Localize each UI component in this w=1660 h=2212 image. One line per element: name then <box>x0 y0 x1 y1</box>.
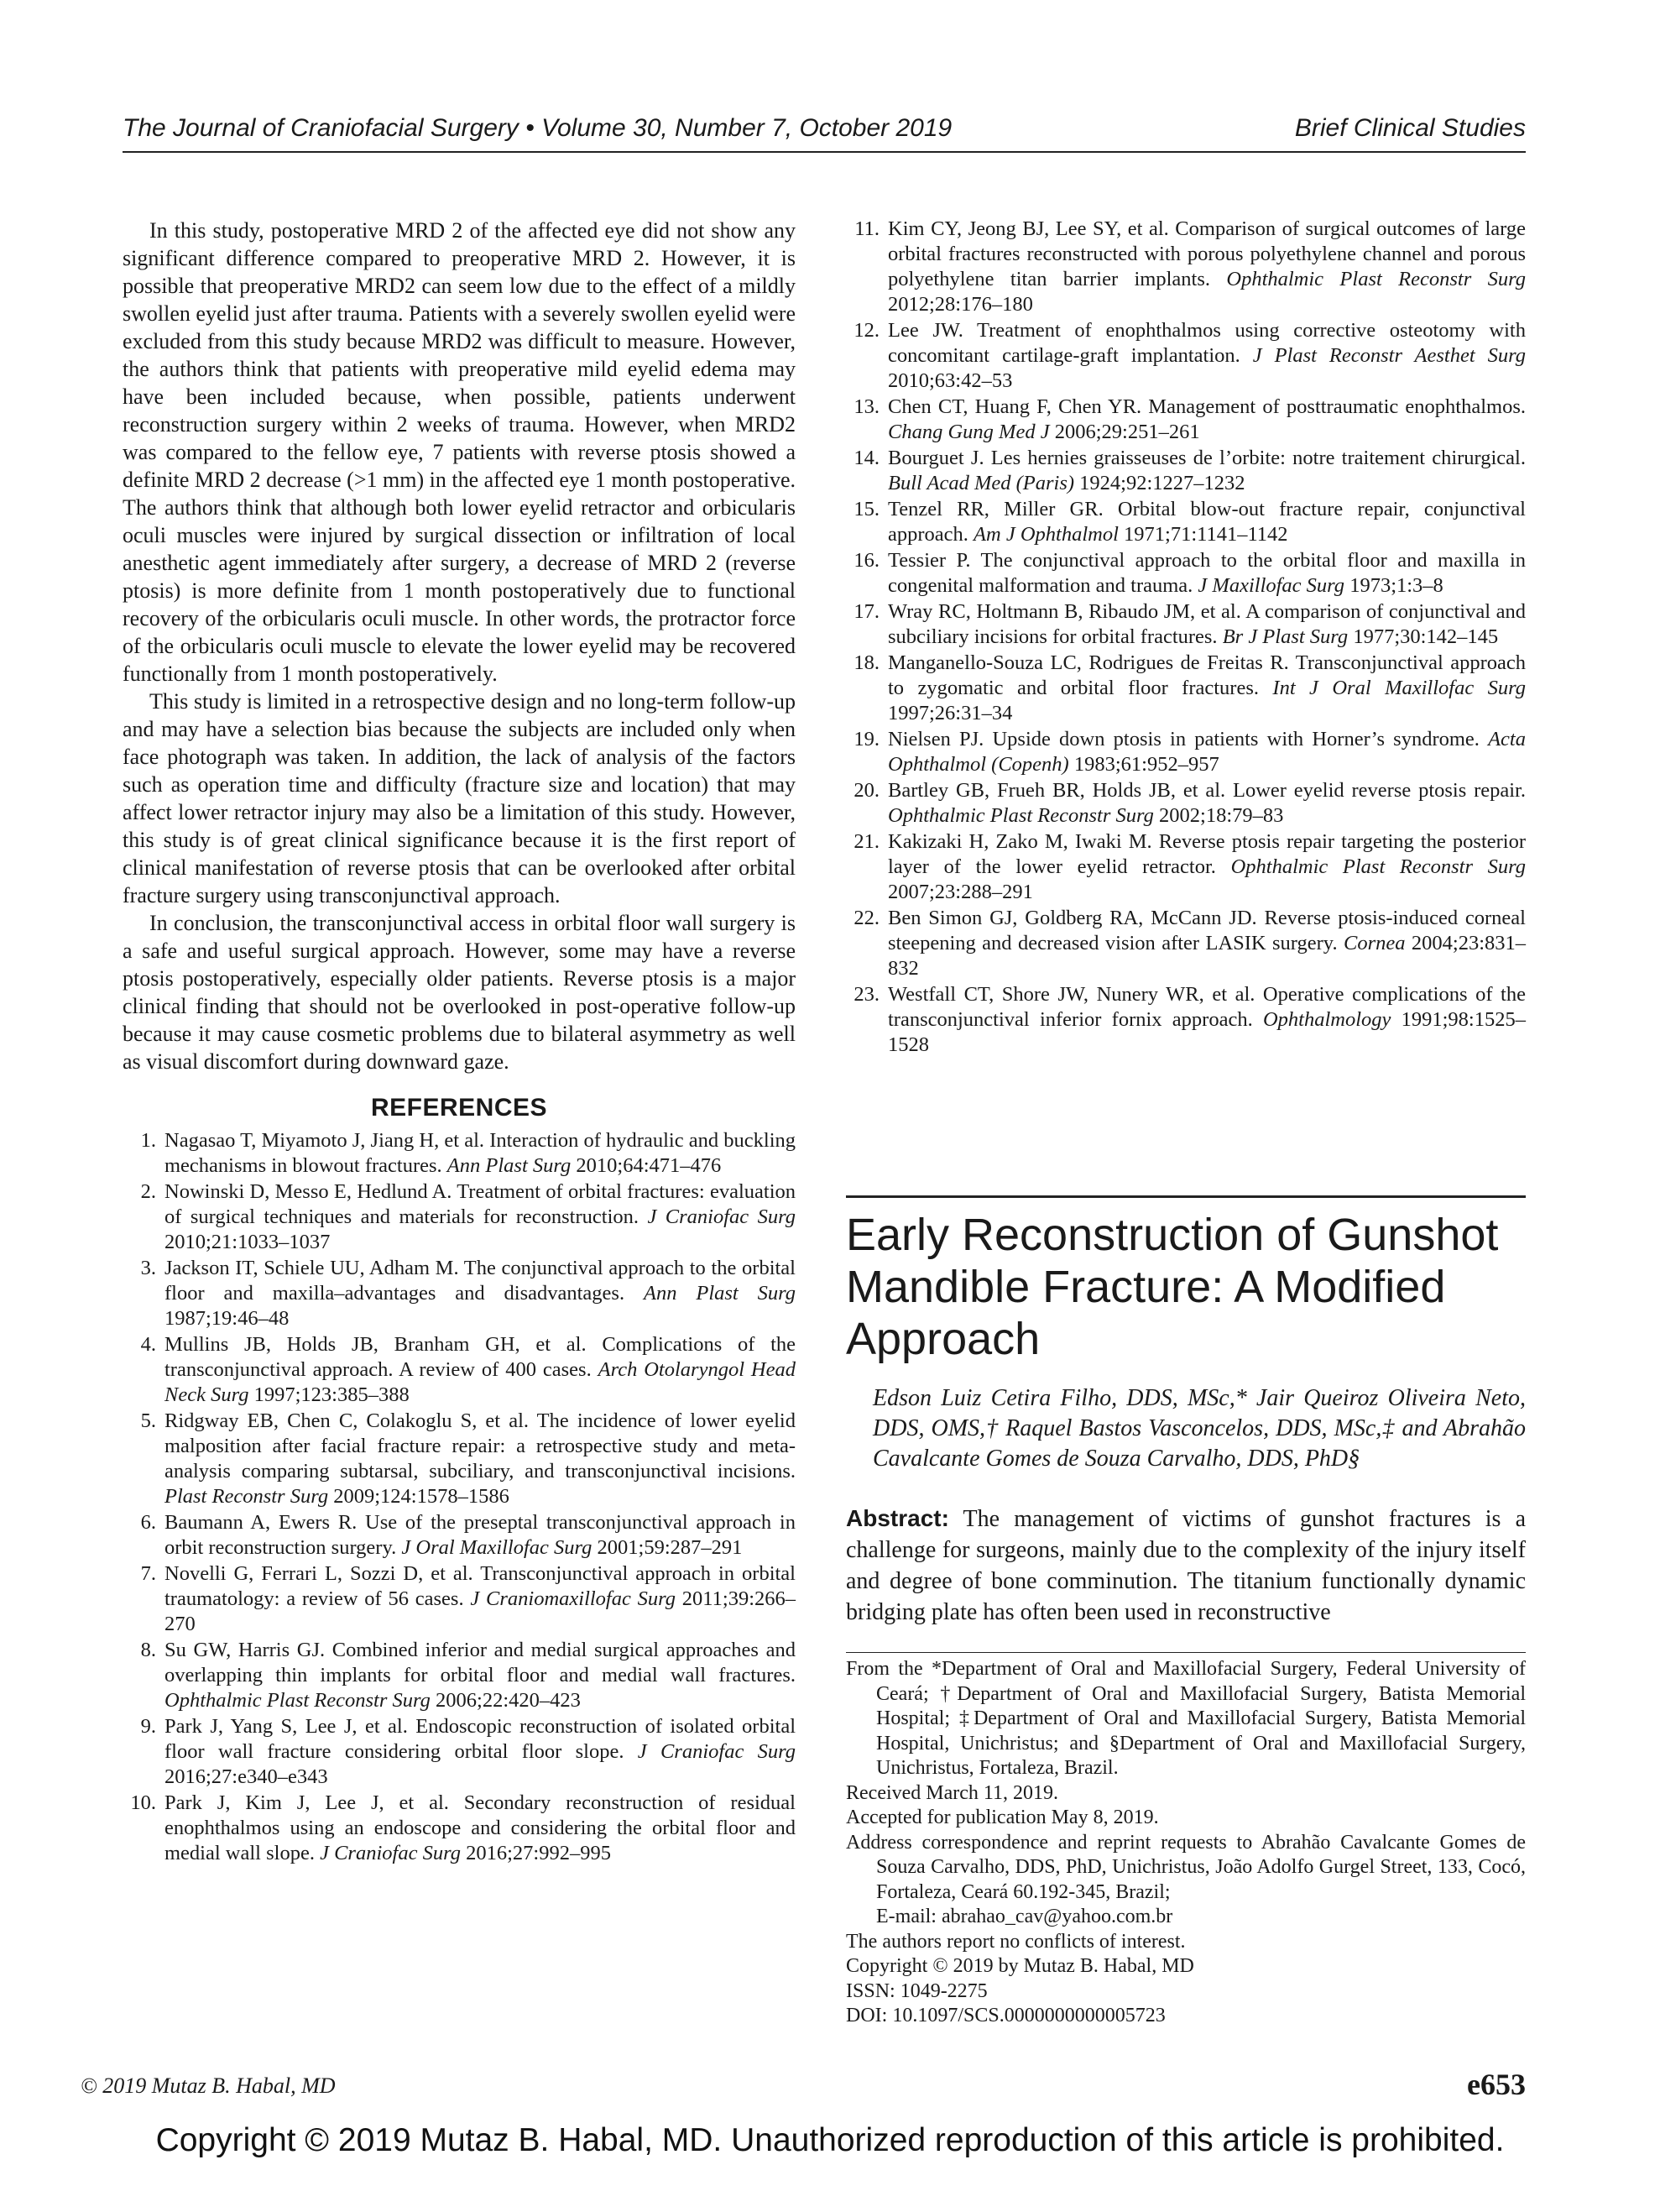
reference-authors-title: Tenzel RR, Miller GR. Orbital blow-out fracture repair, conjunctival approach. <box>888 498 1526 546</box>
accepted-date: Accepted for publication May 8, 2019. <box>846 1807 1159 1828</box>
reference-journal: J Plast Reconstr Aesthet Surg <box>1252 344 1526 367</box>
reference-authors-title: Chen CT, Huang F, Chen YR. Management of posttraumatic enophthalmos. <box>888 395 1526 418</box>
reference-journal: Ophthalmic Plast Reconstr Surg <box>888 804 1154 827</box>
abstract-label: Abstract: <box>846 1505 949 1531</box>
reference-authors-title: Park J, Kim J, Lee J, et al. Secondary reconstruction of residual enophthalmos using an endoscope and considering the orbital floor and medial wall slope. <box>164 1791 796 1864</box>
reference-citation: 2007;23:288–291 <box>888 881 1033 903</box>
reference-authors-title: Bourguet J. Les hernies graisseuses de l’orbite: notre traitement chirurgical. <box>888 447 1526 469</box>
reference-journal: Br J Plast Surg <box>1222 625 1349 648</box>
reference-authors-title: Lee JW. Treatment of enophthalmos using corrective osteotomy with concomitant cartilage-graft implantation. <box>888 319 1526 367</box>
affiliation-divider <box>846 1652 1526 1653</box>
reference-citation: 1991;98:1525–1528 <box>888 1008 1526 1056</box>
reference-journal: Ophthalmic Plast Reconstr Surg <box>1230 855 1527 878</box>
reference-text <box>888 395 1526 445</box>
reference-text <box>164 1409 796 1509</box>
reference-text <box>164 1332 796 1408</box>
reference-citation: 1983;61:952–957 <box>1068 753 1219 776</box>
reference-authors-title: Su GW, Harris GJ. Combined inferior and medial surgical approaches and overlapping thin implants for orbital floor and medial wall fractures. <box>164 1639 796 1686</box>
reference-authors-title: Nowinski D, Messo E, Hedlund A. Treatment of orbital fractures: evaluation of surgical techniques and materials for reconstruction. <box>164 1180 796 1228</box>
reference-citation: 2010;64:471–476 <box>571 1154 722 1177</box>
reference-item <box>123 1714 796 1790</box>
affiliation-from: From the *Department of Oral and Maxillofacial Surgery, Federal University of Ceará; †Department of Oral and Maxillofacial Surgery, Batista Memorial Hospital; ‡Department of Oral and Maxillofacial Surgery, Batista Memorial Hospital, Unichristus; and §Department of Oral and Maxillofacial Surgery, Unichristus, Fortaleza, Brazil. <box>846 1658 1526 1779</box>
reference-item <box>123 1409 796 1509</box>
reference-journal: Ophthalmology <box>1262 1008 1391 1031</box>
reference-item <box>846 217 1526 317</box>
reference-journal: Cornea <box>1343 932 1406 954</box>
reference-text <box>888 318 1526 394</box>
reference-journal: Plast Reconstr Surg <box>164 1485 329 1508</box>
reference-citation: 2006;22:420–423 <box>430 1689 581 1712</box>
reference-journal: Arch Otolaryngol Head Neck Surg <box>164 1358 796 1406</box>
reference-number: 9. <box>140 1715 156 1738</box>
reference-authors-title: Wray RC, Holtmann B, Ribaudo JM, et al. A comparison of conjunctival and subciliary incisions for orbital fractures. <box>888 600 1526 648</box>
reference-journal: J Craniofac Surg <box>320 1842 461 1864</box>
copyright-notice: Copyright © 2019 Mutaz B. Habal, MD. Unauthorized reproduction of this article is prohibited. <box>155 2122 1505 2158</box>
body-paragraph: In conclusion, the transconjunctival access in orbital floor wall surgery is a safe and useful surgical approach. However, some may have a reverse ptosis postoperatively, especially older patients. Reverse ptosis is a major clinical finding that should not be overlooked in post-operative follow-up because it may cause cosmetic problems due to bilateral asymmetry as well as visual discomfort during downward gaze. <box>123 911 796 1074</box>
correspondence-address: Address correspondence and reprint requests to Abrahão Cavalcante Gomes de Souza Carvalho, DDS, PhD, Unichristus, João Adolfo Gurgel Street, 133, Cocó, Fortaleza, Ceará 60.192-345, Brazil; <box>846 1831 1526 1903</box>
reference-authors-title: Manganello-Souza LC, Rodrigues de Freitas R. Transconjunctival approach to zygomatic and orbital floor fractures. <box>888 651 1526 699</box>
reference-journal: J Maxillofac Surg <box>1198 574 1345 597</box>
reference-authors-title: Kim CY, Jeong BJ, Lee SY, et al. Comparison of surgical outcomes of large orbital fractures reconstructed with porous polyethylene channel and porous polyethylene titan barrier implants. <box>888 217 1526 290</box>
reference-authors-title: Bartley GB, Frueh BR, Holds JB, et al. Lower eyelid reverse ptosis repair. <box>888 779 1526 802</box>
reference-authors-title: Ben Simon GJ, Goldberg RA, McCann JD. Reverse ptosis-induced corneal steepening and decreased vision after LASIK surgery. <box>888 907 1526 954</box>
reference-item <box>846 497 1526 547</box>
copyright-line: Copyright © 2019 by Mutaz B. Habal, MD <box>846 1955 1194 1977</box>
reference-number: 7. <box>140 1562 156 1585</box>
reference-authors-title: Jackson IT, Schiele UU, Adham M. The conjunctival approach to the orbital floor and maxilla–advantages and disadvantages. <box>164 1257 796 1305</box>
references-list-right <box>846 217 1526 1058</box>
reference-journal: J Oral Maxillofac Surg <box>401 1536 592 1559</box>
reference-text <box>164 1714 796 1790</box>
reference-item <box>846 778 1526 829</box>
reference-journal: Acta Ophthalmol (Copenh) <box>888 728 1526 776</box>
reference-journal: Ophthalmic Plast Reconstr Surg <box>164 1689 431 1712</box>
reference-text <box>164 1791 796 1866</box>
reference-item <box>846 906 1526 981</box>
article-divider <box>846 1195 1526 1198</box>
reference-item <box>846 548 1526 599</box>
reference-item <box>123 1510 796 1561</box>
reference-citation: 1987;19:46–48 <box>164 1307 290 1330</box>
reference-citation: 2011;39:266–270 <box>164 1587 796 1635</box>
reference-citation: 2010;63:42–53 <box>888 369 1013 392</box>
reference-number: 11. <box>854 217 880 240</box>
reference-number: 19. <box>853 728 880 750</box>
reference-number: 1. <box>140 1129 156 1152</box>
reference-text <box>164 1128 796 1179</box>
reference-item <box>123 1561 796 1637</box>
reference-authors-title: Mullins JB, Holds JB, Branham GH, et al. Complications of the transconjunctival approach. A review of 400 cases. <box>164 1333 796 1381</box>
reference-item <box>846 829 1526 905</box>
reference-item <box>846 318 1526 394</box>
reference-text <box>888 497 1526 547</box>
issn: ISSN: 1049-2275 <box>846 1979 988 2002</box>
reference-item <box>846 395 1526 445</box>
reference-authors-title: Kakizaki H, Zako M, Iwaki M. Reverse ptosis repair targeting the posterior layer of the lower eyelid retractor. <box>888 830 1526 878</box>
reference-journal: J Craniofac Surg <box>637 1740 796 1763</box>
reference-text <box>888 599 1526 650</box>
article-authors: Edson Luiz Cetira Filho, DDS, MSc,* Jair Queiroz Oliveira Neto, DDS, OMS,† Raquel Bastos Vasconcelos, DDS, MSc,‡ and Abrahão Cavalcante Gomes de Souza Carvalho, DDS, PhD§ <box>873 1385 1526 1472</box>
reference-text <box>888 217 1526 317</box>
reference-text <box>164 1256 796 1331</box>
reference-citation: 2016;27:e340–e343 <box>164 1765 328 1788</box>
reference-text <box>164 1510 796 1561</box>
reference-journal: Ophthalmic Plast Reconstr Surg <box>1226 268 1526 290</box>
reference-item <box>846 982 1526 1058</box>
reference-citation: 2016;27:992–995 <box>460 1842 611 1864</box>
reference-item <box>123 1256 796 1331</box>
reference-citation: 2004;23:831–832 <box>888 932 1526 980</box>
reference-journal: J Craniofac Surg <box>647 1205 796 1228</box>
reference-item <box>123 1791 796 1866</box>
correspondence-email: E-mail: abrahao_cav@yahoo.com.br <box>876 1906 1173 1927</box>
reference-number: 15. <box>853 498 880 520</box>
reference-text <box>888 778 1526 829</box>
reference-number: 10. <box>130 1791 156 1814</box>
abstract-text: The management of victims of gunshot fractures is a challenge for surgeons, mainly due to the complexity of the injury itself and degree of bone comminution. The titanium functionally dynamic bridging plate has often been used in reconstructive <box>846 1506 1526 1625</box>
reference-number: 8. <box>140 1639 156 1661</box>
reference-item <box>846 446 1526 496</box>
reference-number: 4. <box>140 1333 156 1356</box>
running-head <box>123 114 1526 153</box>
reference-citation: 1997;26:31–34 <box>888 702 1013 724</box>
journal-running-title: The Journal of Craniofacial Surgery • Volume 30, Number 7, October 2019 <box>123 114 953 142</box>
reference-item <box>123 1179 796 1255</box>
reference-journal: Ann Plast Surg <box>446 1154 572 1177</box>
reference-journal: Chang Gung Med J <box>888 421 1050 443</box>
reference-number: 20. <box>853 779 880 802</box>
reference-authors-title: Tessier P. The conjunctival approach to the orbital floor and maxilla in congenital malformation and trauma. <box>888 549 1526 597</box>
reference-item <box>123 1332 796 1408</box>
reference-authors-title: Nagasao T, Miyamoto J, Jiang H, et al. Interaction of hydraulic and buckling mechanisms in blowout fractures. <box>164 1129 796 1177</box>
reference-item <box>123 1128 796 1179</box>
reference-number: 21. <box>853 830 880 853</box>
reference-text <box>888 548 1526 599</box>
reference-citation: 1977;30:142–145 <box>1348 625 1499 648</box>
reference-authors-title: Baumann A, Ewers R. Use of the preseptal transconjunctival approach in orbit reconstruction surgery. <box>164 1511 796 1559</box>
reference-citation: 2012;28:176–180 <box>888 293 1033 316</box>
reference-journal: Bull Acad Med (Paris) <box>888 472 1075 494</box>
right-column <box>846 217 1526 1059</box>
reference-citation: 1971;71:1141–1142 <box>1118 523 1288 546</box>
reference-number: 2. <box>140 1180 156 1203</box>
reference-authors-title: Park J, Yang S, Lee J, et al. Endoscopic reconstruction of isolated orbital floor wall fracture considering orbital floor slope. <box>164 1715 796 1763</box>
reference-citation: 2009;124:1578–1586 <box>328 1485 509 1508</box>
reference-number: 16. <box>853 549 880 572</box>
reference-text <box>164 1638 796 1713</box>
doi: DOI: 10.1097/SCS.0000000000005723 <box>846 2005 1166 2026</box>
reference-text <box>888 829 1526 905</box>
article-title: Early Reconstruction of Gunshot Mandible Fracture: A Modified Approach <box>846 1210 1499 1364</box>
reference-text <box>164 1179 796 1255</box>
reference-citation: 1997;123:385–388 <box>248 1383 410 1406</box>
reference-citation: 1924;92:1227–1232 <box>1074 472 1245 494</box>
reference-number: 18. <box>853 651 880 674</box>
reference-number: 12. <box>853 319 880 342</box>
reference-journal: Ann Plast Surg <box>643 1282 796 1305</box>
reference-text <box>888 906 1526 981</box>
article-abstract <box>846 1503 1526 1628</box>
reference-item <box>846 599 1526 650</box>
section-name: Brief Clinical Studies <box>1294 114 1526 142</box>
reference-text <box>888 446 1526 496</box>
reference-citation: 2010;21:1033–1037 <box>164 1231 331 1253</box>
reference-number: 5. <box>140 1409 156 1432</box>
reference-number: 22. <box>853 907 880 929</box>
conflicts-statement: The authors report no conflicts of interest. <box>846 1930 1186 1953</box>
reference-citation: 2002;18:79–83 <box>1153 804 1284 827</box>
reference-authors-title: Novelli G, Ferrari L, Sozzi D, et al. Transconjunctival approach in orbital traumatology: a review of 56 cases. <box>164 1562 796 1610</box>
reference-item <box>123 1638 796 1713</box>
reference-number: 23. <box>853 983 880 1006</box>
reference-authors-title: Nielsen PJ. Upside down ptosis in patients with Horner’s syndrome. <box>888 728 1489 750</box>
reference-item <box>846 651 1526 726</box>
reference-text <box>164 1561 796 1637</box>
received-date: Received March 11, 2019. <box>846 1781 1059 1804</box>
reference-text <box>888 982 1526 1058</box>
references-heading: REFERENCES <box>370 1094 548 1122</box>
left-column <box>123 217 796 1867</box>
reference-number: 14. <box>853 447 880 469</box>
reference-item <box>846 727 1526 777</box>
reference-text <box>888 727 1526 777</box>
body-paragraph: In this study, postoperative MRD 2 of the affected eye did not show any significant difference compared to preoperative MRD 2. However, it is possible that preoperative MRD2 can seem low due to the effect of a mildly swollen eyelid just after trauma. Patients with a severely swollen eyelid were excluded from this study because MRD2 was difficult to measure. However, the authors think that patients with preoperative mild eyelid edema may have been included because, when possible, patients underwent reconstruction surgery within 2 weeks of trauma. However, when MRD2 was compared to the fellow eye, 7 patients with reverse ptosis showed a definite MRD 2 decrease (>1 mm) in the affected eye 1 month postoperative. The authors think that although both lower eyelid retractor and orbicularis oculi muscles were injured by surgical dissection or infiltration of local anesthetic agent immediately after surgery, a decrease of MRD 2 (reverse ptosis) is more definite from 1 month postoperatively due to functional recovery of the orbicularis oculi muscle. In other words, the protractor force of the orbicularis oculi muscle to elevate the lower eyelid may be recovered functionally from 1 month postoperatively. <box>123 218 796 686</box>
reference-citation: 1973;1:3–8 <box>1344 574 1443 597</box>
reference-number: 17. <box>853 600 880 623</box>
reference-journal: Int J Oral Maxillofac Surg <box>1272 677 1526 699</box>
reference-citation: 2006;29:251–261 <box>1049 421 1200 443</box>
reference-authors-title: Ridgway EB, Chen C, Colakoglu S, et al. The incidence of lower eyelid malposition after facial fracture repair: a retrospective study and meta-analysis comparing subtarsal, subciliary, and transconjunctival incisions. <box>164 1409 796 1483</box>
body-paragraph: This study is limited in a retrospective design and no long-term follow-up and may have a selection bias because the subjects are included only when face photograph was taken. In addition, the lack of analysis of the factors such as operation time and difficulty (fracture size and location) that may affect lower retractor injury may also be a limitation of this study. However, this study is of great clinical significance because it is the first report of clinical manifestation of reverse ptosis that can be overlooked after orbital fracture surgery using transconjunctival approach. <box>123 689 796 907</box>
affiliation-block <box>846 1657 1526 2029</box>
references-list-left <box>123 1128 796 1866</box>
reference-text <box>888 651 1526 726</box>
reference-journal: J Craniomaxillofac Surg <box>470 1587 676 1610</box>
page-number: e653 <box>1467 2068 1526 2101</box>
reference-citation: 2001;59:287–291 <box>592 1536 743 1559</box>
reference-number: 13. <box>853 395 880 418</box>
reference-authors-title: Westfall CT, Shore JW, Nunery WR, et al. Operative complications of the transconjunctival inferior fornix approach. <box>888 983 1526 1031</box>
reference-journal: Am J Ophthalmol <box>974 523 1119 546</box>
footer-copyright: © 2019 Mutaz B. Habal, MD <box>81 2073 336 2098</box>
reference-number: 3. <box>140 1257 156 1279</box>
reference-number: 6. <box>140 1511 156 1534</box>
